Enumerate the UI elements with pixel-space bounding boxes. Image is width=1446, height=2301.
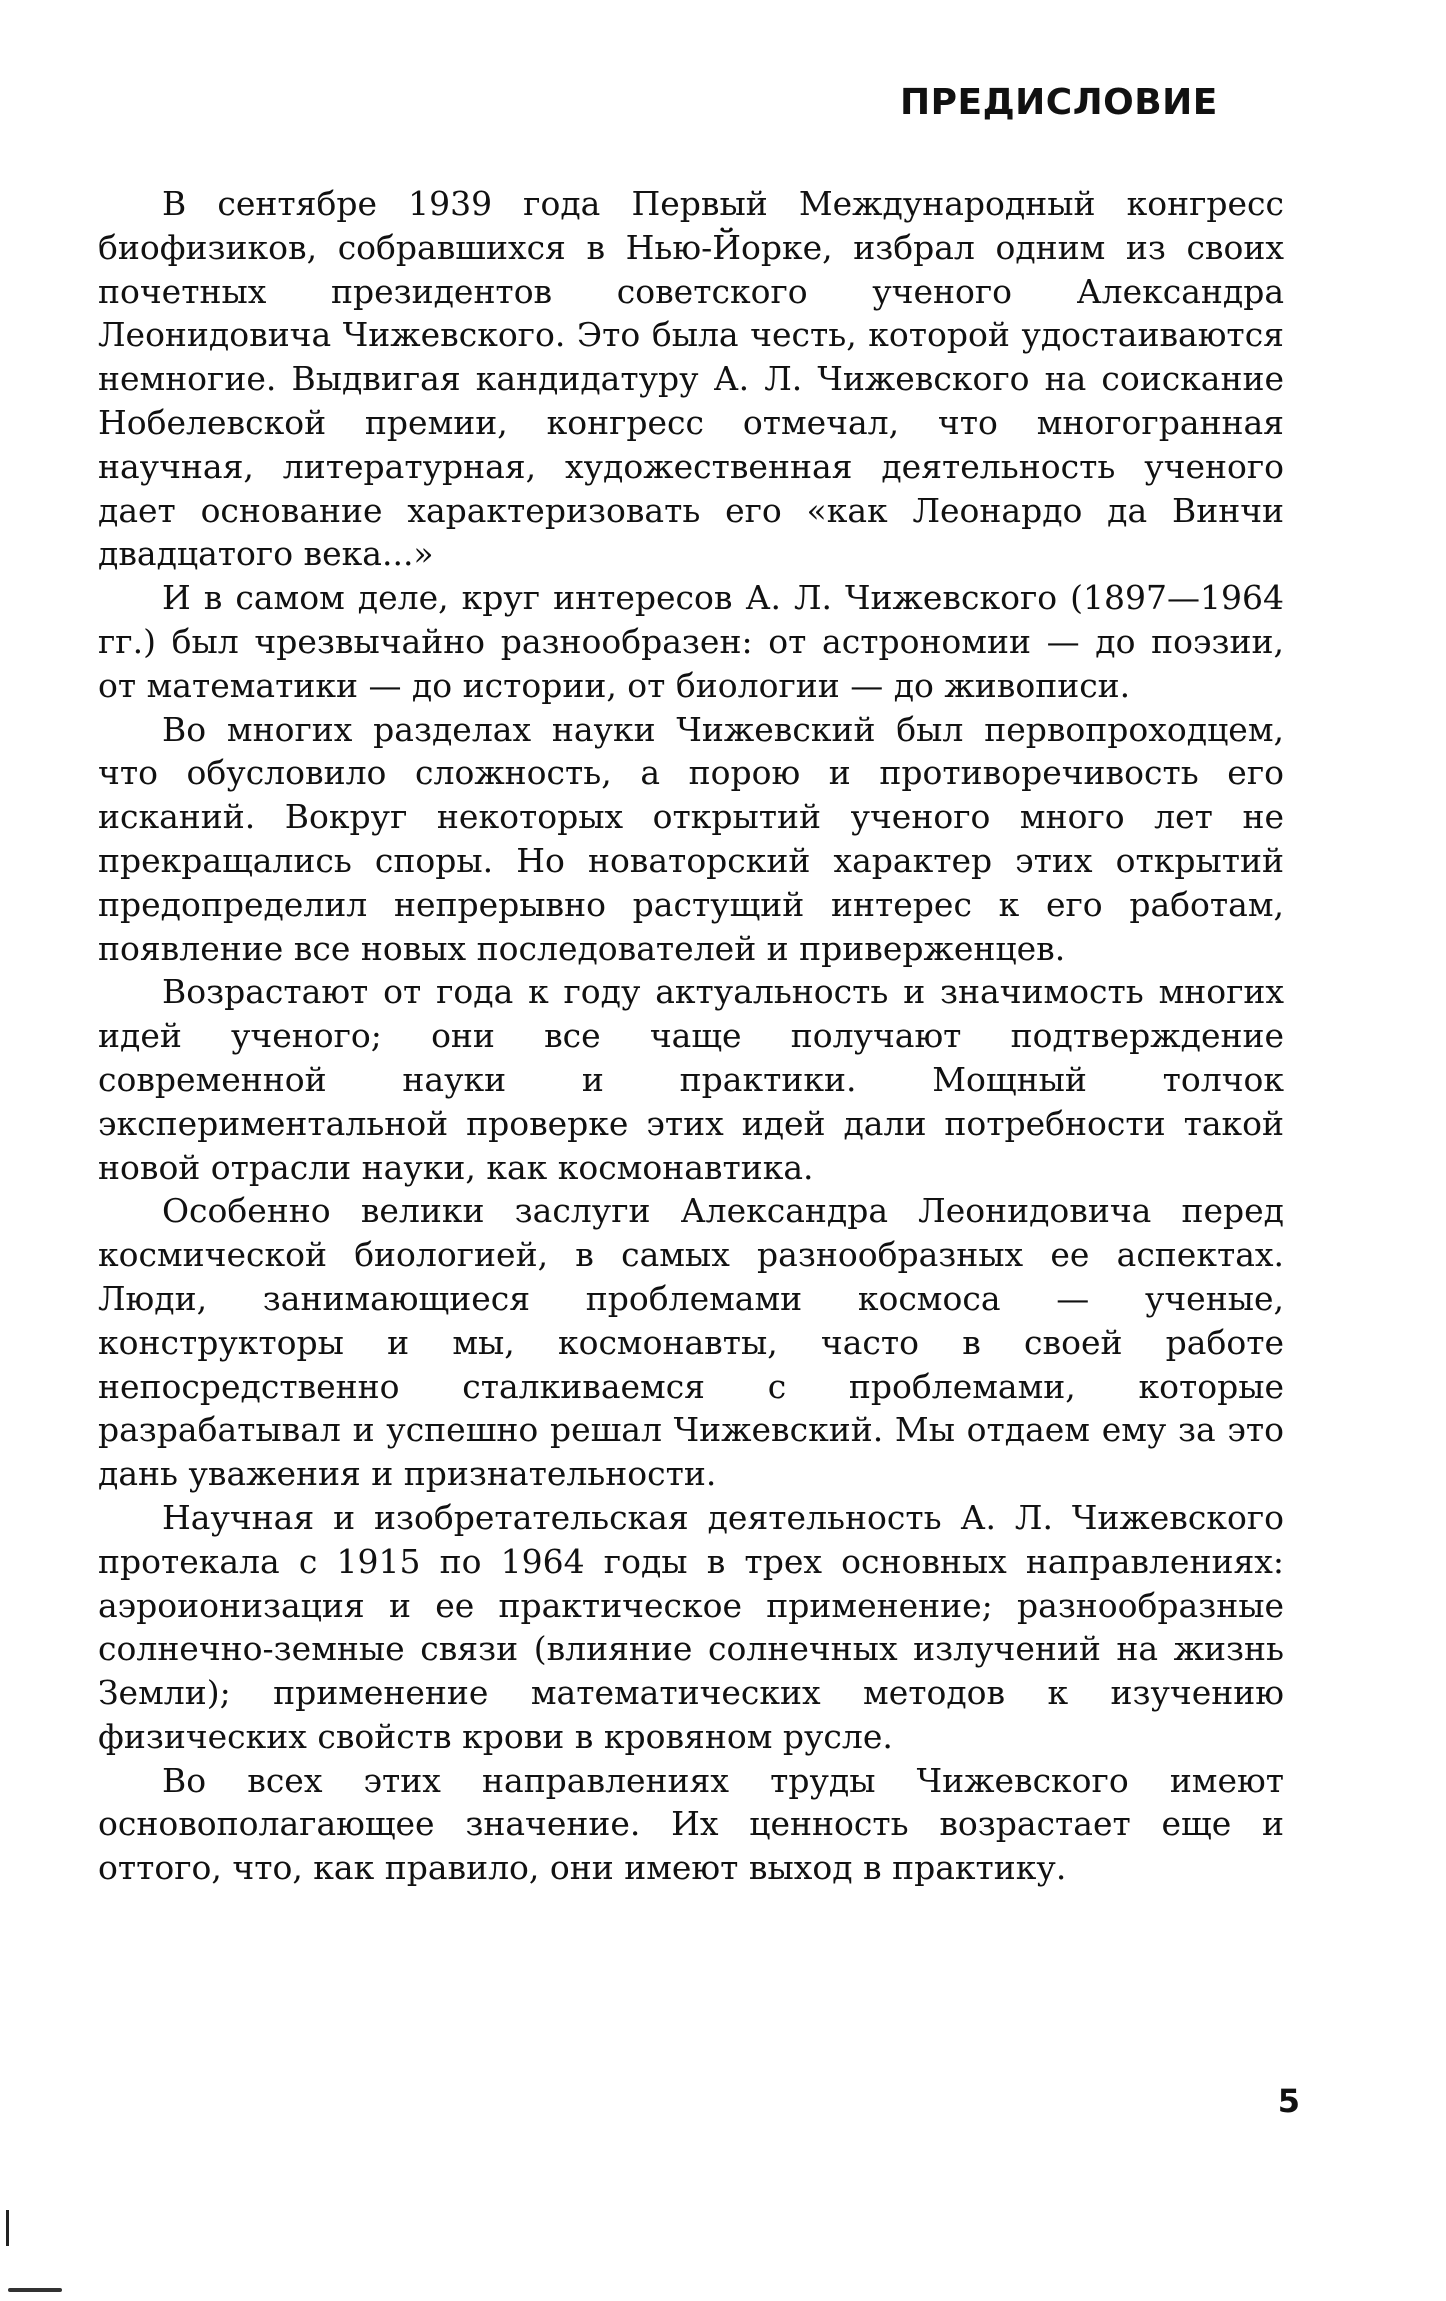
paragraph-5: Особенно велики заслуги Александра Леонидовича перед космической биологией, в самых разнообразных ее аспектах. Люди, занимающиеся проблемами космоса — ученые, конструкторы и мы, космонавты, часто в своей работе непосредственно сталкиваемся с проблемами, которые разрабатывал и успешно решал Чижевский. Мы отдаем ему за это дань уважения и признательности. [98, 1191, 1284, 1494]
paragraph-1: В сентябре 1939 года Первый Международный конгресс биофизиков, собравшихся в Нью-Йорке, избрал одним из своих почетных президентов советского ученого Александра Леонидовича Чижевского. Это была честь, которой удостаиваются немногие. Выдвигая кандидатуру А. Л. Чижевского на соискание Нобелевской премии, конгресс отмечал, что многогранная научная, литературная, художественная деятельность ученого дает основание характеризовать его «как Леонардо да Винчи двадцатого века...» [98, 184, 1284, 574]
scan-corner-mark [8, 2288, 62, 2292]
body-text [98, 182, 1284, 1890]
scan-edge-mark [6, 2210, 9, 2246]
paragraph-7: Во всех этих направлениях труды Чижевского имеют основополагающее значение. Их ценность возрастает еще и оттого, что, как правило, они имеют выход в практику. [98, 1760, 1284, 1888]
paragraph-3: Во многих разделах науки Чижевский был первопроходцем, что обусловило сложность, а порою и противоречивость его исканий. Вокруг некоторых открытий ученого много лет не прекращались споры. Но новаторский характер этих открытий предопределил непрерывно растущий интерес к его работам, появление все новых последователей и приверженцев. [98, 709, 1284, 968]
paragraph-6: Научная и изобретательская деятельность А. Л. Чижевского протекала с 1915 по 1964 годы в трех основных направлениях: аэроионизация и ее практическое применение; разнообразные солнечно-земные связи (влияние солнечных излучений на жизнь Земли); применение математических методов к изучению физических свойств крови в кровяном русле. [98, 1497, 1284, 1756]
paragraph-4: Возрастают от года к году актуальность и значимость многих идей ученого; они все чаще получают подтверждение современной науки и практики. Мощный толчок экспериментальной проверке этих идей дали потребности такой новой отрасли науки, как космонавтика. [98, 972, 1284, 1187]
page-number: 5 [1277, 2082, 1300, 2120]
page-title: ПРЕДИСЛОВИЕ [900, 82, 1218, 123]
paragraph-2: И в самом деле, круг интересов А. Л. Чижевского (1897—1964 гг.) был чрезвычайно разнообразен: от астрономии — до поэзии, от математики — до истории, от биологии — до живописи. [98, 578, 1284, 705]
